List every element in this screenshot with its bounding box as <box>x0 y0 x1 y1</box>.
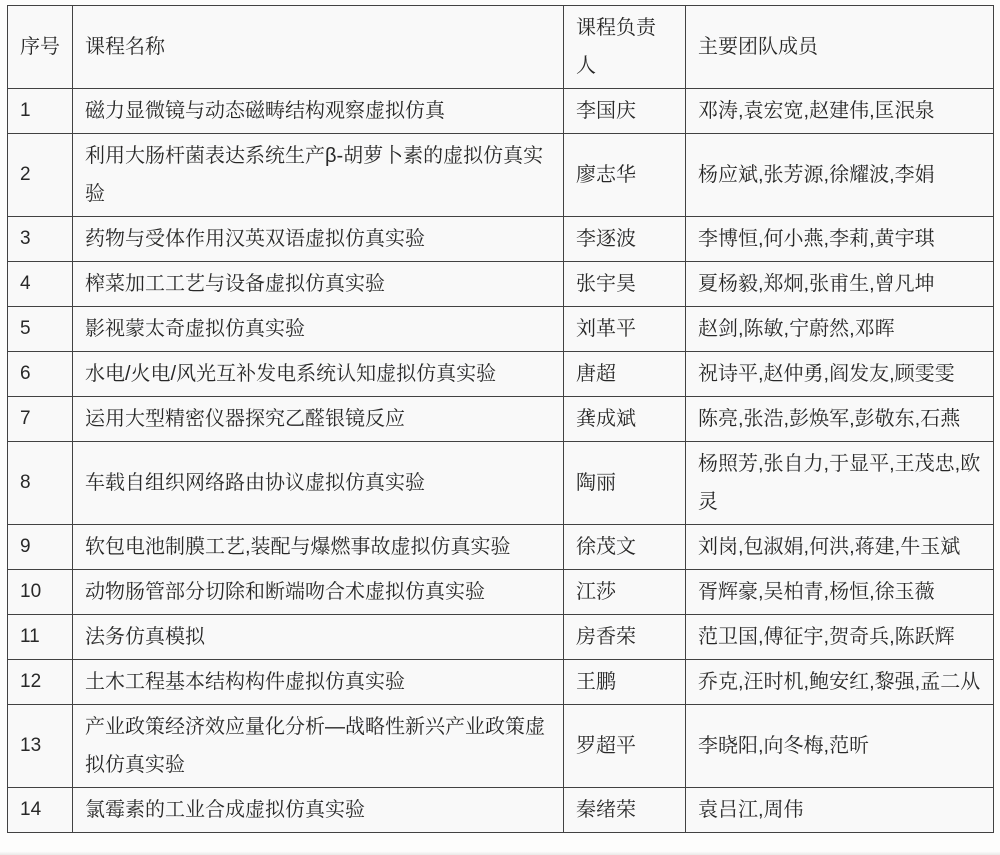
row-number-cell: 13 <box>8 705 73 788</box>
table-row <box>8 352 994 397</box>
row-number-cell: 5 <box>8 307 73 352</box>
course-name-cell: 软包电池制膜工艺,装配与爆燃事故虚拟仿真实验 <box>73 525 564 570</box>
table-row <box>8 217 994 262</box>
members-cell: 陈亮,张浩,彭焕军,彭敬东,石燕 <box>686 397 994 442</box>
course-name-cell: 水电/火电/风光互补发电系统认知虚拟仿真实验 <box>73 352 564 397</box>
leader-cell: 江莎 <box>564 570 686 615</box>
table-row <box>8 615 994 660</box>
header-team-members: 主要团队成员 <box>686 6 994 89</box>
table-row <box>8 397 994 442</box>
members-cell: 袁吕江,周伟 <box>686 788 994 833</box>
table-header <box>8 6 994 89</box>
header-row-number: 序号 <box>8 6 73 89</box>
table-row <box>8 705 994 788</box>
course-name-cell: 药物与受体作用汉英双语虚拟仿真实验 <box>73 217 564 262</box>
leader-cell: 王鹏 <box>564 660 686 705</box>
members-cell: 赵剑,陈敏,宁蔚然,邓晖 <box>686 307 994 352</box>
table-row <box>8 570 994 615</box>
course-name-cell: 法务仿真模拟 <box>73 615 564 660</box>
course-name-cell: 榨菜加工工艺与设备虚拟仿真实验 <box>73 262 564 307</box>
row-number-cell: 10 <box>8 570 73 615</box>
table-row <box>8 262 994 307</box>
course-name-cell: 土木工程基本结构构件虚拟仿真实验 <box>73 660 564 705</box>
row-number-cell: 14 <box>8 788 73 833</box>
row-number-cell: 3 <box>8 217 73 262</box>
table-row <box>8 525 994 570</box>
header-course-leader: 课程负责人 <box>564 6 686 89</box>
members-cell: 杨照芳,张自力,于显平,王茂忠,欧灵 <box>686 442 994 525</box>
members-cell: 祝诗平,赵仲勇,阎发友,顾雯雯 <box>686 352 994 397</box>
course-table <box>7 5 994 833</box>
table-row <box>8 788 994 833</box>
photo-bottom-edge <box>0 851 1000 855</box>
course-table-photo <box>7 5 993 833</box>
row-number-cell: 8 <box>8 442 73 525</box>
table-row <box>8 89 994 134</box>
row-number-cell: 6 <box>8 352 73 397</box>
members-cell: 夏杨毅,郑炯,张甫生,曾凡坤 <box>686 262 994 307</box>
members-cell: 邓涛,袁宏宽,赵建伟,匡泯泉 <box>686 89 994 134</box>
course-name-cell: 影视蒙太奇虚拟仿真实验 <box>73 307 564 352</box>
leader-cell: 唐超 <box>564 352 686 397</box>
table-row <box>8 442 994 525</box>
table-row <box>8 660 994 705</box>
table-row <box>8 134 994 217</box>
leader-cell: 秦绪荣 <box>564 788 686 833</box>
course-name-cell: 磁力显微镜与动态磁畴结构观察虚拟仿真 <box>73 89 564 134</box>
members-cell: 刘岗,包淑娟,何洪,蒋建,牛玉斌 <box>686 525 994 570</box>
row-number-cell: 4 <box>8 262 73 307</box>
leader-cell: 廖志华 <box>564 134 686 217</box>
leader-cell: 徐茂文 <box>564 525 686 570</box>
members-cell: 乔克,汪时机,鲍安红,黎强,孟二从 <box>686 660 994 705</box>
leader-cell: 罗超平 <box>564 705 686 788</box>
leader-cell: 房香荣 <box>564 615 686 660</box>
course-name-cell: 产业政策经济效应量化分析—战略性新兴产业政策虚拟仿真实验 <box>73 705 564 788</box>
course-name-cell: 运用大型精密仪器探究乙醛银镜反应 <box>73 397 564 442</box>
leader-cell: 张宇昊 <box>564 262 686 307</box>
members-cell: 范卫国,傅征宇,贺奇兵,陈跃辉 <box>686 615 994 660</box>
members-cell: 李晓阳,向冬梅,范昕 <box>686 705 994 788</box>
leader-cell: 刘革平 <box>564 307 686 352</box>
table-body <box>8 89 994 833</box>
members-cell: 李博恒,何小燕,李莉,黄宇琪 <box>686 217 994 262</box>
header-row <box>8 6 994 89</box>
leader-cell: 陶丽 <box>564 442 686 525</box>
header-course-name: 课程名称 <box>73 6 564 89</box>
table-row <box>8 307 994 352</box>
course-name-cell: 利用大肠杆菌表达系统生产β-胡萝卜素的虚拟仿真实验 <box>73 134 564 217</box>
members-cell: 杨应斌,张芳源,徐耀波,李娟 <box>686 134 994 217</box>
members-cell: 胥辉豪,吴柏青,杨恒,徐玉薇 <box>686 570 994 615</box>
row-number-cell: 9 <box>8 525 73 570</box>
leader-cell: 李国庆 <box>564 89 686 134</box>
course-name-cell: 动物肠管部分切除和断端吻合术虚拟仿真实验 <box>73 570 564 615</box>
leader-cell: 李逐波 <box>564 217 686 262</box>
row-number-cell: 12 <box>8 660 73 705</box>
row-number-cell: 1 <box>8 89 73 134</box>
row-number-cell: 2 <box>8 134 73 217</box>
row-number-cell: 7 <box>8 397 73 442</box>
leader-cell: 龚成斌 <box>564 397 686 442</box>
course-name-cell: 氯霉素的工业合成虚拟仿真实验 <box>73 788 564 833</box>
course-name-cell: 车载自组织网络路由协议虚拟仿真实验 <box>73 442 564 525</box>
row-number-cell: 11 <box>8 615 73 660</box>
